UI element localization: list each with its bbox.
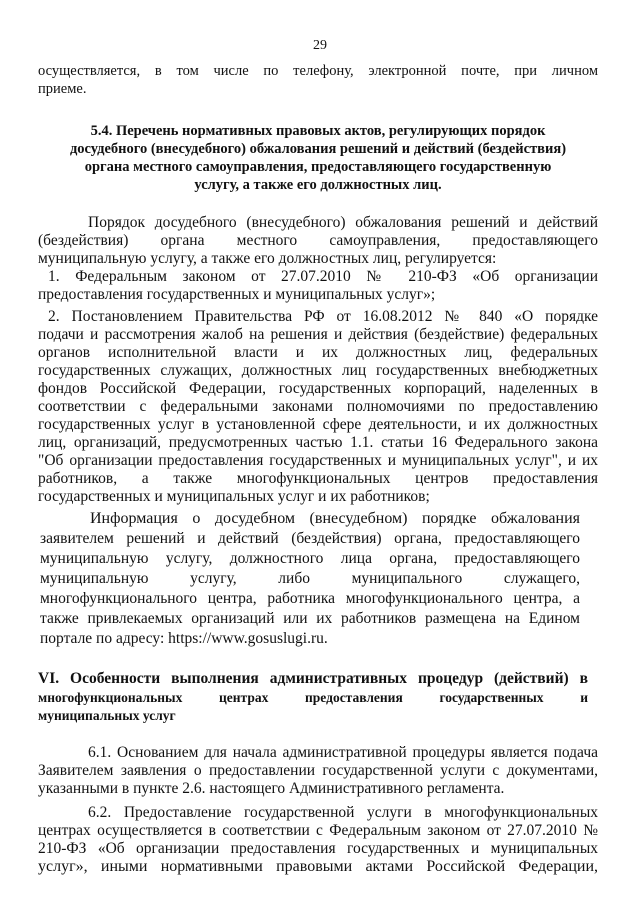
section-5-4-heading-line-3: органа местного самоуправления, предоставляющего государственную: [84, 159, 552, 175]
section-VI-heading-line-3: муниципальных услуг: [38, 708, 176, 723]
item2-line-4: государственных служащих, должностных лиц государственных внебюджетных: [38, 362, 598, 379]
item2-line-11: государственных и муниципальных услуг и их работников;: [38, 488, 430, 505]
item2-line-7: государственных услуг в установленной сфере деятельности, и их должностных: [38, 416, 598, 433]
item1-line-1: 1. Федеральным законом от 27.07.2010 № 210-ФЗ «Об организации: [48, 268, 598, 285]
p6-2-line-4: услуг», иными нормативными правовыми актами Российской Федерации,: [38, 858, 598, 875]
section-VI-heading-line-2: многофункциональных центрах предоставления государственных и: [38, 690, 588, 705]
para1-line-1: Порядок досудебного (внесудебного) обжалования решений и действий: [88, 214, 598, 231]
intro-line-1: осуществляется, в том числе по телефону, электронной почте, при личном: [38, 63, 598, 79]
info-line-4: муниципальную услугу, либо муниципального служащего,: [40, 570, 580, 587]
p6-2-line-3: 210-ФЗ «Об организации предоставления государственных и муниципальных: [38, 840, 598, 857]
info-line-3: муниципальную услугу, должностного лица органа, предоставляющего: [40, 550, 580, 567]
section-5-4-heading-line-4: услугу, а также его должностных лиц.: [194, 177, 442, 193]
intro-line-2: приеме.: [38, 81, 87, 97]
item2-line-8: лиц, организаций, предусмотренных частью 1.1. статьи 16 Федерального закона: [38, 434, 598, 451]
info-line-2: заявителем решений и действий (бездействия) органа, предоставляющего: [40, 530, 580, 547]
section-5-4-heading-line-1: 5.4. Перечень нормативных правовых актов, регулирующих порядок: [90, 123, 546, 139]
p6-1-line-2: Заявителем заявления о предоставлении государственной услуги с документами,: [38, 762, 598, 779]
item2-line-10: работников, а также многофункциональных центров предоставления: [38, 470, 598, 487]
para1-line-3: муниципальную услугу, а также его должностных лиц, регулируется:: [38, 250, 497, 267]
p6-1-line-1: 6.1. Основанием для начала административной процедуры является подача: [88, 744, 598, 761]
item2-line-9: "Об организации предоставления государственных и муниципальных услуг", и их: [38, 452, 598, 469]
item2-line-2: подачи и рассмотрения жалоб на решения и действия (бездействие) федеральных: [38, 326, 598, 343]
info-line-6: также привлекаемых организаций или их работников размещена на Едином: [40, 610, 580, 627]
p6-2-line-1: 6.2. Предоставление государственной услуги в многофункциональных: [88, 804, 598, 821]
info-line-1: Информация о досудебном (внесудебном) порядке обжалования: [90, 510, 580, 527]
item2-line-6: соответствии с федеральными законами полномочиями по предоставлению: [38, 398, 598, 415]
item1-line-2: предоставления государственных и муниципальных услуг»;: [38, 286, 436, 303]
item2-line-1: 2. Постановлением Правительства РФ от 16.08.2012 № 840 «О порядке: [48, 308, 598, 325]
section-VI-heading-line-1: VI. Особенности выполнения административных процедур (действий) в: [38, 670, 588, 687]
info-line-5: многофункционального центра, работника многофункционального центра, а: [40, 590, 580, 607]
page-number: 29: [313, 38, 327, 53]
info-line-7: портале по адресу: https://www.gosuslugi.ru.: [40, 630, 328, 647]
para1-line-2: (бездействия) органа местного самоуправления, предоставляющего: [38, 232, 598, 249]
p6-2-line-2: центрах осуществляется в соответствии с Федеральным законом от 27.07.2010 №: [38, 822, 598, 839]
item2-line-3: органов исполнительной власти и их должностных лиц, федеральных: [38, 344, 598, 361]
section-5-4-heading-line-2: досудебного (внесудебного) обжалования решений и действий (бездействия): [69, 141, 567, 157]
p6-1-line-3: указанными в пункте 2.6. настоящего Административного регламента.: [38, 780, 505, 797]
item2-line-5: фондов Российской Федерации, государственных корпораций, наделенных в: [38, 380, 598, 397]
